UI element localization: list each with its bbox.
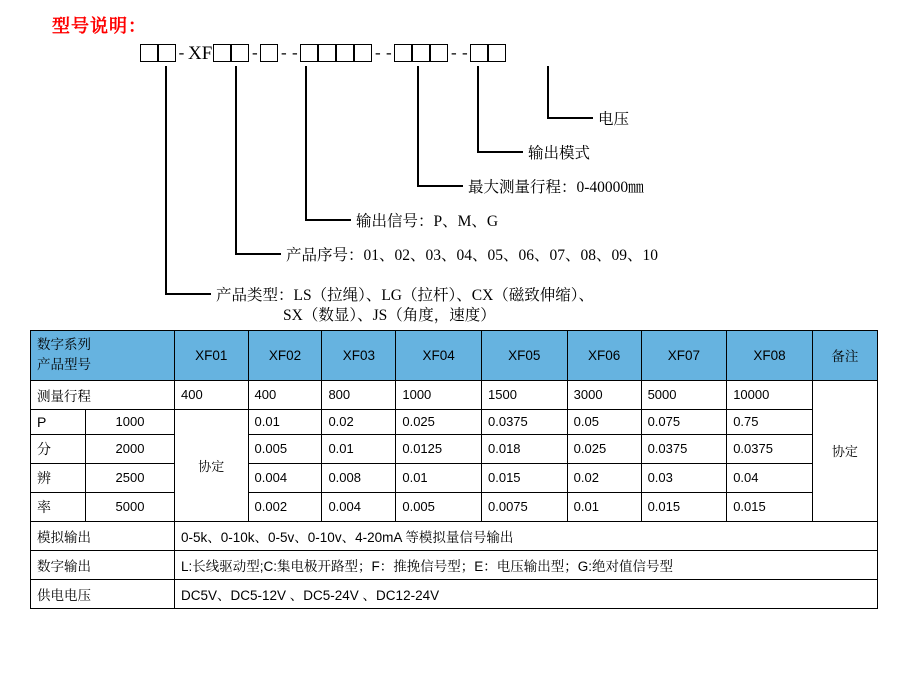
- table-row-digital-output: [31, 550, 878, 579]
- code-dash: -: [291, 43, 298, 62]
- stroke-xf07: 5000: [641, 380, 727, 409]
- code-xf-label: XF: [188, 42, 213, 64]
- res-r1-xf03: 0.02: [322, 409, 396, 434]
- code-dash: -: [450, 43, 457, 62]
- resolution-label-p: P: [31, 409, 86, 434]
- res-r3-xf08: 0.04: [727, 463, 813, 492]
- code-group-range: [300, 44, 372, 62]
- table-row-analog-output: [31, 521, 878, 550]
- leader-line-output-mode-h: [477, 151, 523, 153]
- res-r3-xf07: 0.03: [641, 463, 727, 492]
- leader-label-type-line1: 产品类型：LS（拉绳）、LG（拉杆）、CX（磁致伸缩）、: [216, 287, 595, 304]
- spec-table: [30, 330, 878, 609]
- stroke-xf04: 1000: [396, 380, 482, 409]
- res-r3-xf06: 0.02: [567, 463, 641, 492]
- resolution-label-lv: 率: [31, 492, 86, 521]
- res-r2-xf02: 0.005: [248, 434, 322, 463]
- code-group-serial: [213, 44, 249, 62]
- table-row-resolution-4: [31, 492, 878, 521]
- column-header-xf05: XF05: [482, 331, 568, 381]
- resolution-label-fen: 分: [31, 434, 86, 463]
- code-group-mode: [394, 44, 448, 62]
- res-r4-xf08: 0.015: [727, 492, 813, 521]
- corner-line1: 数字系列: [37, 337, 91, 352]
- res-r1-xf05: 0.0375: [482, 409, 568, 434]
- res-r4-xf04: 0.005: [396, 492, 482, 521]
- leader-line-output-signal-h: [305, 219, 351, 221]
- code-dash: -: [178, 43, 185, 62]
- res-r1-xf08: 0.75: [727, 409, 813, 434]
- code-box: [300, 44, 318, 62]
- code-box: [231, 44, 249, 62]
- column-header-xf01: XF01: [175, 331, 249, 381]
- code-box: [318, 44, 336, 62]
- res-r1-xf02: 0.01: [248, 409, 322, 434]
- row-label-analog-output: 模拟输出: [31, 521, 175, 550]
- res-r2-xf05: 0.018: [482, 434, 568, 463]
- res-r4-xf03: 0.004: [322, 492, 396, 521]
- digital-output-value: L:长线驱动型;C:集电极开路型；F：推挽信号型；E：电压输出型；G:绝对值信号型: [175, 550, 878, 579]
- code-box: [158, 44, 176, 62]
- table-corner-header: [31, 331, 175, 381]
- model-code-row: [140, 40, 506, 66]
- code-box: [394, 44, 412, 62]
- code-box: [336, 44, 354, 62]
- code-dash: -: [374, 43, 381, 62]
- res-r2-xf03: 0.01: [322, 434, 396, 463]
- stroke-xf08: 10000: [727, 380, 813, 409]
- row-label-power-supply: 供电电压: [31, 579, 175, 608]
- column-header-xf08: XF08: [727, 331, 813, 381]
- table-row-resolution-1: [31, 409, 878, 434]
- leader-label-serial: 产品序号：01、02、03、04、05、06、07、08、09、10: [286, 247, 659, 264]
- code-box: [260, 44, 278, 62]
- leader-label-voltage: 电压: [598, 111, 630, 128]
- corner-line2: 产品型号: [37, 357, 91, 373]
- column-header-xf04: XF04: [396, 331, 482, 381]
- table-row-resolution-3: [31, 463, 878, 492]
- code-group-signal: [260, 44, 278, 62]
- stroke-xf01: 400: [175, 380, 249, 409]
- stroke-xf06: 3000: [567, 380, 641, 409]
- leader-line-type: [165, 66, 167, 294]
- code-dash: -: [280, 43, 287, 62]
- res-r1-xf04: 0.025: [396, 409, 482, 434]
- stroke-xf05: 1500: [482, 380, 568, 409]
- leader-line-max-range-h: [417, 185, 463, 187]
- code-box: [140, 44, 158, 62]
- leader-label-output-signal: 输出信号：P、M、G: [356, 213, 499, 230]
- res-r2-xf04: 0.0125: [396, 434, 482, 463]
- code-box: [412, 44, 430, 62]
- res-r2-xf07: 0.0375: [641, 434, 727, 463]
- leader-label-max-range: 最大测量行程：0-40000㎜: [468, 179, 644, 196]
- leader-line-max-range: [417, 66, 419, 186]
- resolution-sub-1000: 1000: [86, 409, 175, 434]
- res-r3-xf04: 0.01: [396, 463, 482, 492]
- resolution-sub-2000: 2000: [86, 434, 175, 463]
- resolution-xf01-merged: 协定: [175, 409, 249, 521]
- res-r2-xf08: 0.0375: [727, 434, 813, 463]
- code-dash: -: [461, 43, 468, 62]
- resolution-sub-5000: 5000: [86, 492, 175, 521]
- code-box: [430, 44, 448, 62]
- table-row-resolution-2: [31, 434, 878, 463]
- remark-agreement: 协定: [812, 380, 877, 521]
- leader-line-voltage: [547, 66, 549, 118]
- code-box: [470, 44, 488, 62]
- analog-output-value: 0-5k、0-10k、0-5v、0-10v、4-20mA 等模拟量信号输出: [175, 521, 878, 550]
- code-box: [354, 44, 372, 62]
- code-dash: -: [385, 43, 392, 62]
- code-group-voltage: [470, 44, 506, 62]
- res-r3-xf02: 0.004: [248, 463, 322, 492]
- res-r4-xf02: 0.002: [248, 492, 322, 521]
- column-header-remark: 备注: [812, 331, 877, 381]
- stroke-xf03: 800: [322, 380, 396, 409]
- row-label-digital-output: 数字输出: [31, 550, 175, 579]
- code-box: [213, 44, 231, 62]
- res-r3-xf05: 0.015: [482, 463, 568, 492]
- res-r1-xf07: 0.075: [641, 409, 727, 434]
- res-r1-xf06: 0.05: [567, 409, 641, 434]
- leader-line-voltage-h: [547, 117, 593, 119]
- res-r4-xf07: 0.015: [641, 492, 727, 521]
- leader-line-output-mode: [477, 66, 479, 152]
- res-r4-xf06: 0.01: [567, 492, 641, 521]
- resolution-sub-2500: 2500: [86, 463, 175, 492]
- power-supply-value: DC5V、DC5-12V 、DC5-24V 、DC12-24V: [175, 579, 878, 608]
- resolution-label-bian: 辨: [31, 463, 86, 492]
- leader-line-serial: [235, 66, 237, 254]
- res-r3-xf03: 0.008: [322, 463, 396, 492]
- column-header-xf02: XF02: [248, 331, 322, 381]
- table-row-power-supply: [31, 579, 878, 608]
- page-title: 型号说明：: [52, 16, 147, 36]
- column-header-xf03: XF03: [322, 331, 396, 381]
- leader-label-output-mode: 输出模式: [528, 145, 591, 162]
- leader-label-type-line2: SX（数显）、JS（角度，速度）: [283, 307, 496, 324]
- leader-line-output-signal: [305, 66, 307, 220]
- res-r4-xf05: 0.0075: [482, 492, 568, 521]
- row-label-stroke: 测量行程: [31, 380, 175, 409]
- leader-line-serial-h: [235, 253, 281, 255]
- table-row-stroke: [31, 380, 878, 409]
- code-box: [488, 44, 506, 62]
- code-group-type: [140, 44, 176, 62]
- table-header-row: [31, 331, 878, 381]
- code-dash: -: [251, 43, 258, 62]
- res-r2-xf06: 0.025: [567, 434, 641, 463]
- leader-line-type-h: [165, 293, 211, 295]
- column-header-xf07: XF07: [641, 331, 727, 381]
- column-header-xf06: XF06: [567, 331, 641, 381]
- stroke-xf02: 400: [248, 380, 322, 409]
